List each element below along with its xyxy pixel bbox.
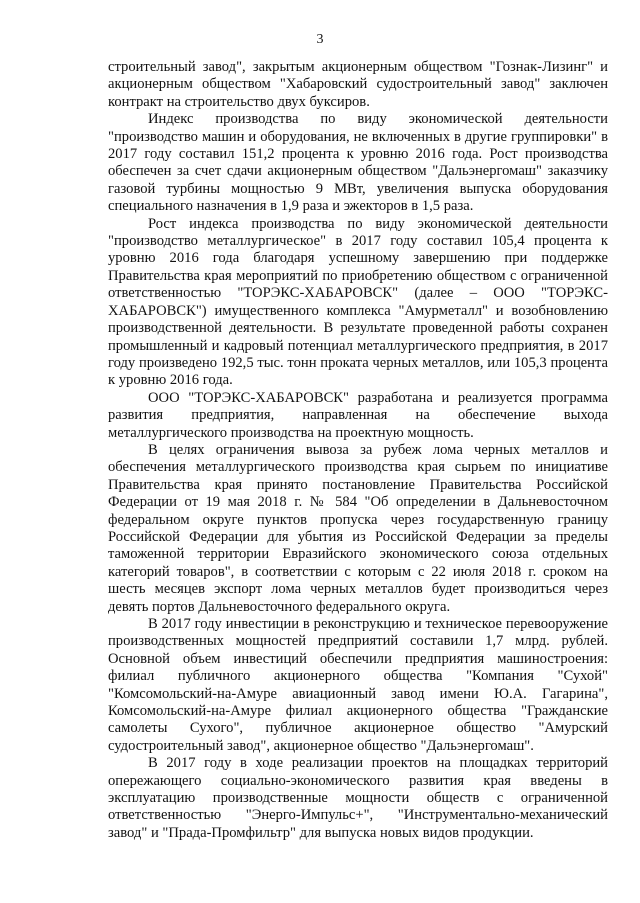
paragraph-6: В 2017 году инвестиции в реконструкцию и техническое перевооружение производственных мощностей предприятий составили 1,7 млрд. рублей. Основной объем инвестиций обеспечили предприятия машиностроения: филиал публичного акционерного общества "Компания "Сухой" "Комсомольский-на-Амуре авиационный завод имени Ю.А. Гагарина", Комсомольский-на-Амуре филиал акционерного общества "Гражданские самолеты Сухого", публичное акционерное общество "Амурский судостроительный завод", акционерное общество "Дальэнергомаш". — [108, 616, 608, 754]
paragraph-4: ООО "ТОРЭКС-ХАБАРОВСК" разработана и реализуется программа развития предприятия, направленная на обеспечение выхода металлургического производства на проектную мощность. — [108, 389, 608, 441]
document-body — [108, 59, 608, 842]
paragraph-1: строительный завод", закрытым акционерным обществом "Гознак-Лизинг" и акционерным обществом "Хабаровский судостроительный завод" заключен контракт на строительство двух буксиров. — [108, 59, 608, 110]
paragraph-7: В 2017 году в ходе реализации проектов на площадках территорий опережающего социально-экономического развития края введены в эксплуатацию производственные мощности обществ с ограниченной ответственностью "Энерго-Импульс+", "Инструментально-механический завод" и "Прада-Промфильтр" для выпуска новых видов продукции. — [108, 755, 608, 841]
paragraph-5: В целях ограничения вывоза за рубеж лома черных металлов и обеспечения металлургического производства края сырьем по инициативе Правительства края принято постановление Правительства Российской Федерации от 19 мая 2018 г. № 584 "Об определении в Дальневосточном федеральном округе пунктов пропуска через государственную границу Российской Федерации для убытия из Российской Федерации за пределы таможенной территории Евразийского экономического союза отдельных категорий товаров", в соответствии с которым с 22 июля 2018 г. сроком на шесть месяцев экспорт лома черных металлов будет производиться через девять портов Дальневосточного федерального округа. — [108, 441, 608, 615]
paragraph-3: Рост индекса производства по виду экономической деятельности "производство металлургическое" в 2017 году составил 105,4 процента к уровню 2016 года благодаря успешному завершению при поддержке Правительства края мероприятий по приобретению обществом с ограниченной ответственностью "ТОРЭКС-ХАБАРОВСК" (далее – ООО "ТОРЭКС-ХАБАРОВСК") имущественного комплекса "Амурметалл" и возобновлению производственной деятельности. В результате проведенной работы сохранен промышленный и кадровый потенциал металлургического предприятия, в 2017 году произведено 192,5 тыс. тонн проката черных металлов, или 105,3 процента к уровню 2016 года. — [108, 215, 608, 389]
paragraph-2: Индекс производства по виду экономической деятельности "производство машин и оборудования, не включенных в другие группировки" в 2017 году составил 151,2 процента к уровню 2016 года. Рост производства обеспечен за счет сдачи акционерным обществом "Дальэнергомаш" заказчику газовой турбины мощностью 9 МВт, увеличения выпуска оборудования специального назначения в 1,9 раза и эжекторов в 1,5 раза. — [108, 111, 608, 215]
page-number: 3 — [316, 32, 324, 47]
